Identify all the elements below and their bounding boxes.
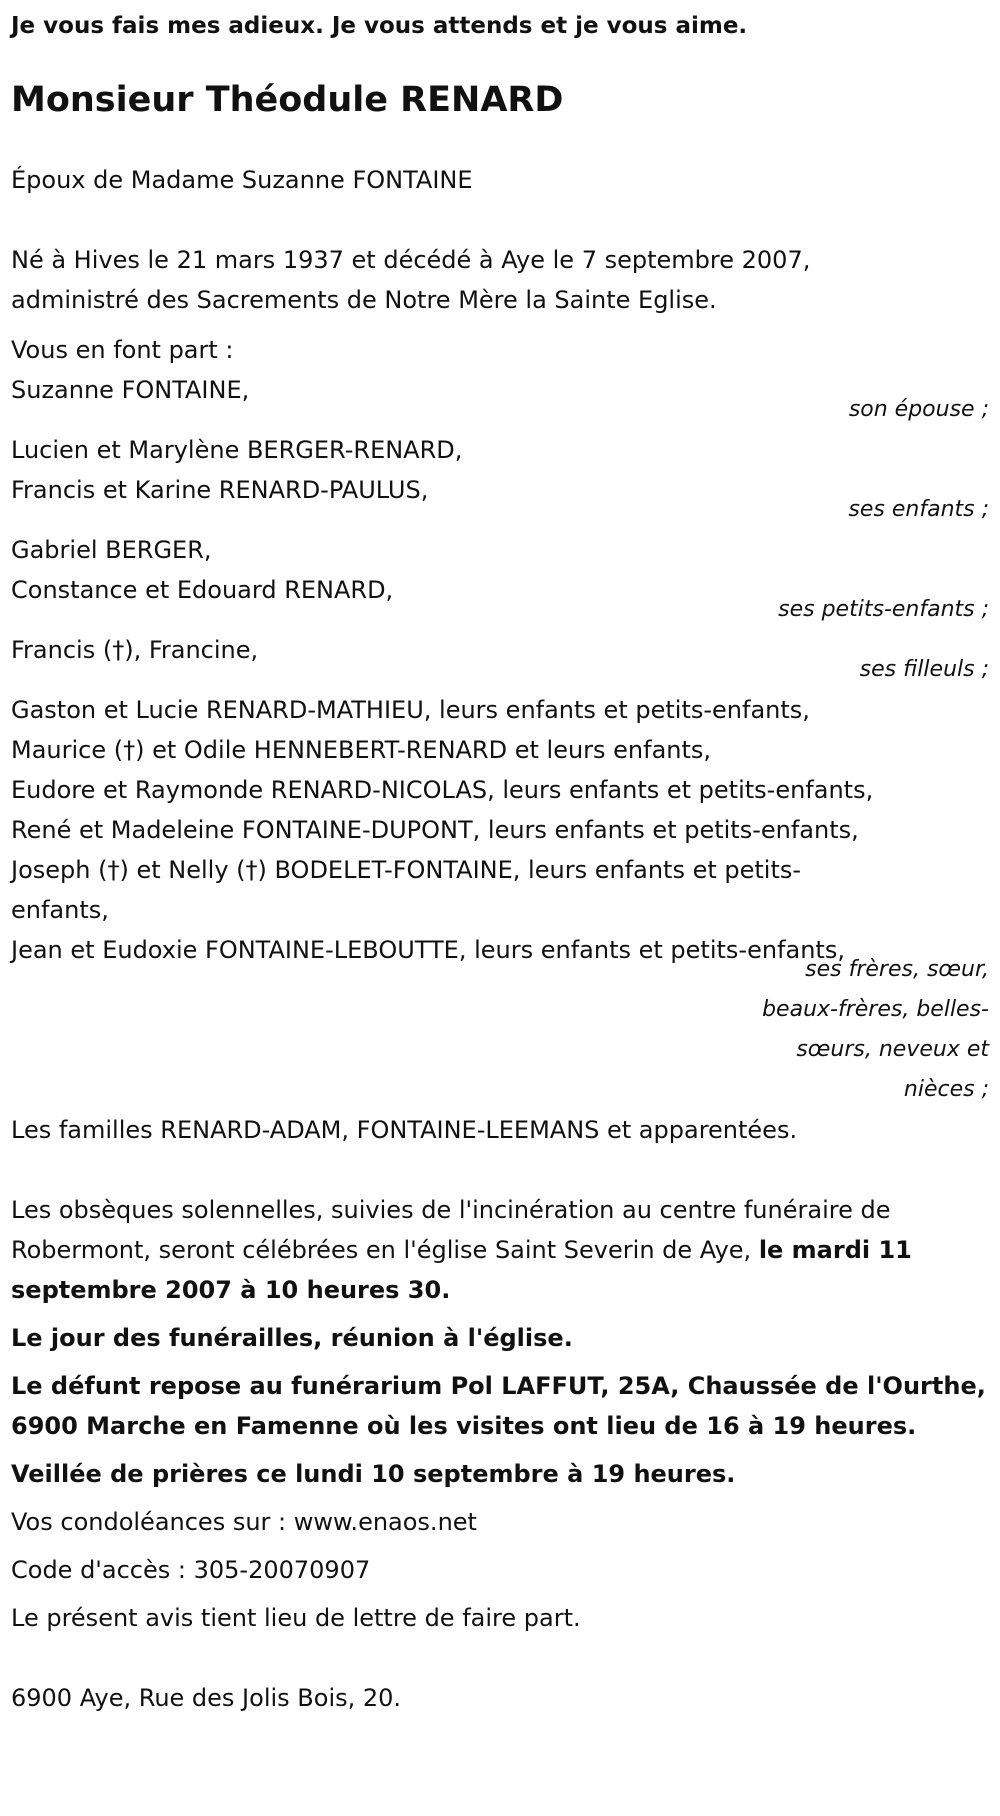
family-group-spouse: [11, 370, 989, 430]
family-group-siblings: [11, 690, 989, 1110]
spouse-line: Époux de Madame Suzanne FONTAINE: [11, 166, 473, 194]
sibling-line: Eudore et Raymonde RENARD-NICOLAS, leurs enfants et petits-enfants,: [11, 776, 874, 804]
family-role: ses filleuls ;: [859, 657, 989, 682]
obituary-notice: [0, 6, 1000, 1816]
condolences-link: Vos condoléances sur : www.enaos.net: [11, 1508, 477, 1536]
reunion-note: Le jour des funérailles, réunion à l'église.: [11, 1324, 573, 1352]
siblings-role-line: sœurs, neveux et: [796, 1037, 989, 1062]
funeral-text: Les obsèques solennelles, suivies de l'incinération au centre funéraire de Robermont, seront célébrées en l'église Saint Severin de Aye,: [11, 1196, 891, 1264]
funeral-details: [11, 1190, 989, 1310]
funeral-date: le mardi 11 septembre 2007 à 10 heures 30.: [11, 1236, 912, 1304]
family-name-line: Lucien et Marylène BERGER-RENARD,: [11, 436, 463, 464]
extended-families: Les familles RENARD-ADAM, FONTAINE-LEEMANS et apparentées.: [11, 1116, 798, 1144]
siblings-role-line: beaux-frères, belles-: [762, 997, 989, 1022]
siblings-role: [729, 950, 989, 1110]
sibling-line: Gaston et Lucie RENARD-MATHIEU, leurs enfants et petits-enfants,: [11, 696, 810, 724]
access-code: Code d'accès : 305-20070907: [11, 1556, 371, 1584]
family-role: son épouse ;: [848, 397, 989, 422]
notice-statement: Le présent avis tient lieu de lettre de faire part.: [11, 1604, 581, 1632]
sibling-line: Joseph (†) et Nelly (†) BODELET-FONTAINE, leurs enfants et petits-: [11, 856, 802, 884]
vigil-note: Veillée de prières ce lundi 10 septembre à 19 heures.: [11, 1460, 736, 1488]
family-role: ses enfants ;: [848, 497, 989, 522]
family-name-line: Francis (†), Francine,: [11, 636, 259, 664]
sibling-line: René et Madeleine FONTAINE-DUPONT, leurs enfants et petits-enfants,: [11, 816, 859, 844]
address: 6900 Aye, Rue des Jolis Bois, 20.: [11, 1684, 402, 1712]
siblings-role-line: ses frères, sœur,: [805, 957, 989, 982]
funerarium-note: Le défunt repose au funérarium Pol LAFFUT, 25A, Chaussée de l'Ourthe, 6900 Marche en Famenne où les visites ont lieu de 16 à 19 heures.: [11, 1372, 986, 1440]
sibling-line: Maurice (†) et Odile HENNEBERT-RENARD et leurs enfants,: [11, 736, 712, 764]
family-name-line: Gabriel BERGER,: [11, 536, 212, 564]
siblings-role-line: nièces ;: [903, 1077, 989, 1102]
family-name-line: Constance et Edouard RENARD,: [11, 576, 394, 604]
birth-death-info: [11, 240, 989, 320]
deceased-name: Monsieur Théodule RENARD: [11, 80, 564, 120]
family-name-line: Suzanne FONTAINE,: [11, 376, 250, 404]
motto: Je vous fais mes adieux. Je vous attends et je vous aime.: [11, 13, 748, 39]
family-role: ses petits-enfants ;: [778, 597, 989, 622]
birth-death-line: Né à Hives le 21 mars 1937 et décédé à Aye le 7 septembre 2007,: [11, 246, 811, 274]
announcement-intro: Vous en font part :: [11, 336, 234, 364]
family-name-line: Francis et Karine RENARD-PAULUS,: [11, 476, 429, 504]
sibling-line: enfants,: [11, 896, 109, 924]
family-group-godchildren: [11, 630, 989, 690]
sacraments-line: administré des Sacrements de Notre Mère la Sainte Eglise.: [11, 286, 717, 314]
family-group-children: [11, 430, 989, 530]
sibling-line: Jean et Eudoxie FONTAINE-LEBOUTTE, leurs enfants et petits-enfants,: [11, 936, 845, 964]
family-group-grandchildren: [11, 530, 989, 630]
